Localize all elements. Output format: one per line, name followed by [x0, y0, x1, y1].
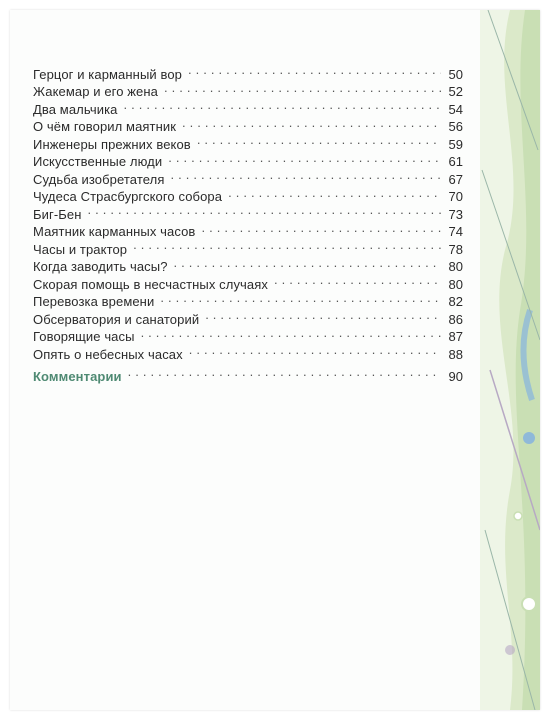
toc-leader-dots — [226, 184, 441, 202]
toc-leader-dots — [166, 149, 441, 167]
toc-entry-page: 67 — [448, 171, 463, 187]
toc-leader-dots — [186, 61, 441, 79]
toc-entry[interactable] — [33, 61, 463, 82]
toc-entry[interactable] — [33, 219, 463, 237]
toc-entry-title: Маятник карманных часов — [33, 224, 196, 239]
toc-leader-dots — [158, 289, 441, 307]
table-of-contents — [33, 61, 463, 362]
toc-entry-title: Жакемар и его жена — [33, 84, 158, 99]
toc-leader-dots — [86, 201, 441, 219]
toc-entry-comments[interactable] — [33, 363, 463, 384]
toc-entry-title: Чудеса Страсбургского собора — [33, 189, 223, 204]
toc-entry-title: Говорящие часы — [33, 329, 135, 344]
toc-leader-dots — [162, 79, 441, 97]
toc-entry-title: Герцог и карманный вор — [33, 66, 182, 82]
decorative-border-art — [480, 10, 540, 710]
toc-entry-page: 88 — [448, 346, 463, 362]
toc-entry-title: Инженеры прежних веков — [33, 136, 191, 152]
toc-leader-dots — [272, 271, 441, 289]
toc-leader-dots — [203, 306, 441, 324]
toc-entry-title: Перевозка времени — [33, 294, 155, 309]
toc-entry-page: 61 — [448, 154, 463, 169]
toc-entry-page: 56 — [448, 119, 463, 134]
toc-leader-dots — [131, 236, 441, 254]
toc-entry-title: Комментарии — [33, 368, 122, 384]
toc-entry-title: Биг-Бен — [33, 206, 82, 222]
toc-entry-page: 87 — [448, 329, 463, 344]
toc-entry-page: 82 — [448, 294, 463, 309]
toc-entry-title: Скорая помощь в несчастных случаях — [33, 276, 268, 292]
toc-leader-dots — [168, 166, 441, 184]
toc-entry-title: Опять о небесных часах — [33, 346, 183, 362]
toc-entry-title: Часы и трактор — [33, 241, 128, 257]
toc-entry-page: 50 — [448, 66, 463, 82]
toc-entry-title: Обсерватория и санаторий — [33, 311, 200, 327]
toc-entry-page: 80 — [448, 259, 463, 274]
toc-leader-dots — [172, 254, 441, 272]
toc-entry[interactable] — [33, 201, 463, 222]
toc-entry-title: Судьба изобретателя — [33, 171, 165, 187]
toc-entry-page: 90 — [448, 368, 463, 384]
toc-entry-title: Искусственные люди — [33, 154, 163, 169]
toc-entry-title: Когда заводить часы? — [33, 259, 168, 274]
toc-entry-title: Два мальчика — [33, 101, 118, 117]
toc-entry-page: 70 — [448, 189, 463, 204]
toc-leader-dots — [180, 114, 441, 132]
toc-leader-dots — [139, 324, 441, 342]
toc-leader-dots — [199, 219, 441, 237]
toc-leader-dots — [122, 96, 441, 114]
toc-entry-page: 86 — [448, 311, 463, 327]
toc-leader-dots — [126, 363, 441, 381]
toc-entry-page: 54 — [448, 101, 463, 117]
page-sheet — [10, 10, 540, 710]
toc-entry-page: 52 — [448, 84, 463, 99]
toc-entry-title: О чём говорил маятник — [33, 119, 177, 134]
toc-leader-dots — [195, 131, 441, 149]
toc-entry-page: 80 — [448, 276, 463, 292]
toc-leader-dots — [187, 341, 441, 359]
toc-entry-page: 59 — [448, 136, 463, 152]
toc-entry-page: 78 — [448, 241, 463, 257]
toc-entry-page: 73 — [448, 206, 463, 222]
toc-entry-page: 74 — [448, 224, 463, 239]
